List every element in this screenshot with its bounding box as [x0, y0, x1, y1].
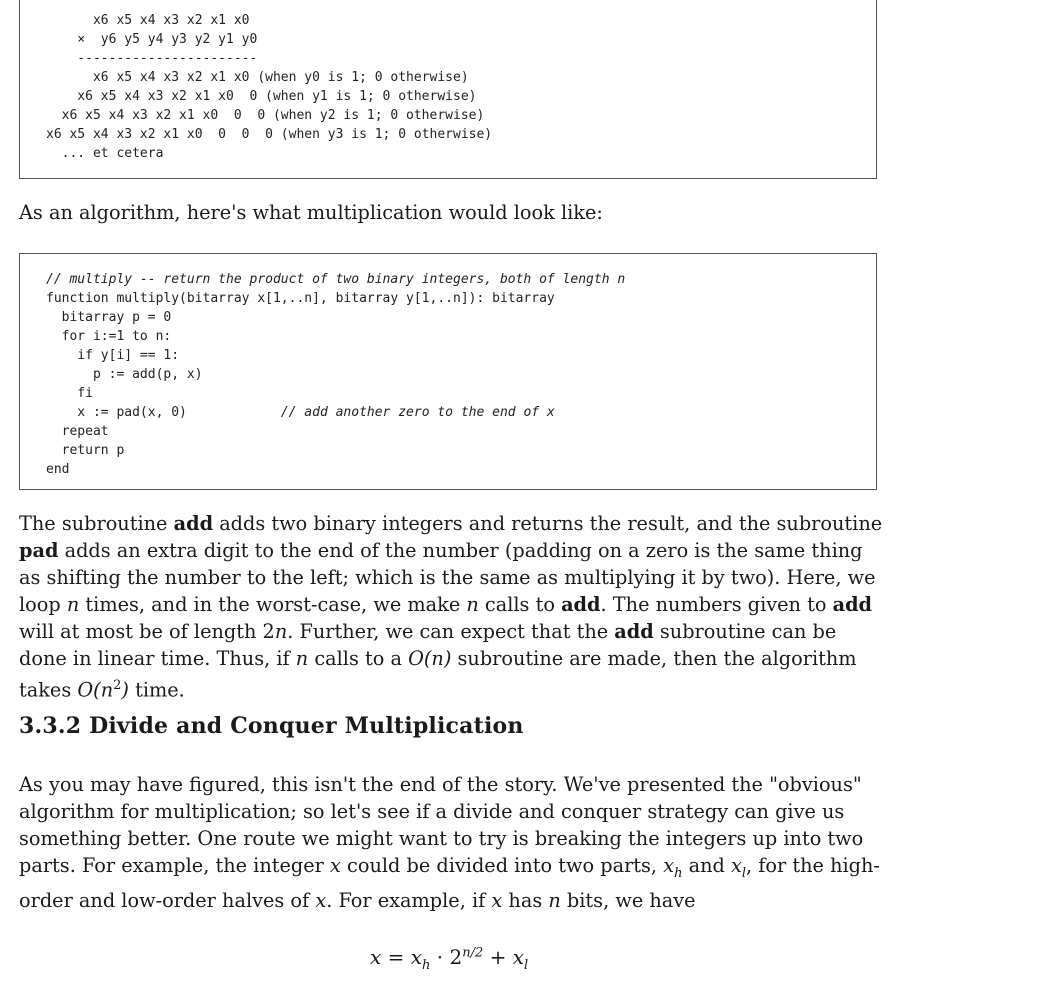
- code-line: bitarray p = 0: [46, 310, 172, 325]
- code-line: x := pad(x, 0): [46, 405, 187, 420]
- code-comment-pad: // add another zero to the end of x: [280, 405, 555, 420]
- code-comment-header: // multiply -- return the product of two binary integers, both of length n: [46, 272, 626, 287]
- multiplication-line: -----------------------: [46, 51, 258, 66]
- code-line: repeat: [46, 424, 109, 439]
- code-line: end: [46, 462, 70, 477]
- multiplication-line: x6 x5 x4 x3 x2 x1 x0 0 (when y1 is 1; 0 otherwise): [46, 89, 477, 104]
- code-signature: function multiply(bitarray x[1,..n], bitarray y[1,..n]): bitarray: [46, 291, 555, 306]
- code-block-multiply-algorithm: [19, 253, 877, 490]
- code-line: fi: [46, 386, 93, 401]
- code-line: return p: [46, 443, 125, 458]
- multiplication-line: x6 x5 x4 x3 x2 x1 x0 0 0 (when y2 is 1; 0 otherwise): [46, 108, 485, 123]
- explanation-paragraph: The subroutine add adds two binary integers and returns the result, and the subroutine pad adds an extra digit to the end of the number (padding on a zero is the same thing as shifting the number to the left; which is the same as multiplying it by two). Here, we loop n times, and in the worst-case, we make n calls to add. The numbers given to add will at most be of length 2n. Further, we can expect that the add subroutine can be done in linear time. Thus, if n calls to a O(n) subroutine are made, then the algorithm takes $O(n^2)$ time.: [19, 512, 883, 702]
- multiplication-line: × y6 y5 y4 y3 y2 y1 y0: [46, 32, 258, 47]
- multiplication-line: x6 x5 x4 x3 x2 x1 x0 (when y0 is 1; 0 otherwise): [46, 70, 469, 85]
- divide-conquer-paragraph: As you may have figured, this isn't the end of the story. We've presented the "obvious" algorithm for multiplication; so let's see if a divide and conquer strategy can give us something better. One route we might want to try is breaking the integers up into two parts. For example, the integer x could be divided into two parts, $x_h$ and $x_l$, for the high-order and low-order halves of x. For example, if x has n bits, we have: [19, 773, 880, 912]
- multiplication-line: ... et cetera: [46, 146, 164, 161]
- code-line: for i:=1 to n:: [46, 329, 172, 344]
- multiply-algorithm-code: [46, 270, 625, 479]
- long-multiplication-text: [46, 11, 492, 163]
- code-line: if y[i] == 1:: [46, 348, 180, 363]
- code-line: p := add(p, x): [46, 367, 203, 382]
- intro-paragraph: As an algorithm, here's what multiplication would look like:: [19, 201, 603, 224]
- code-block-long-multiplication: [19, 0, 877, 179]
- equation-x-split: $x = x_h \cdot 2^{n/2} + x_l$: [370, 945, 529, 973]
- section-heading: 3.3.2 Divide and Conquer Multiplication: [19, 713, 524, 739]
- multiplication-line: x6 x5 x4 x3 x2 x1 x0: [46, 13, 250, 28]
- multiplication-line: x6 x5 x4 x3 x2 x1 x0 0 0 0 (when y3 is 1; 0 otherwise): [46, 127, 493, 142]
